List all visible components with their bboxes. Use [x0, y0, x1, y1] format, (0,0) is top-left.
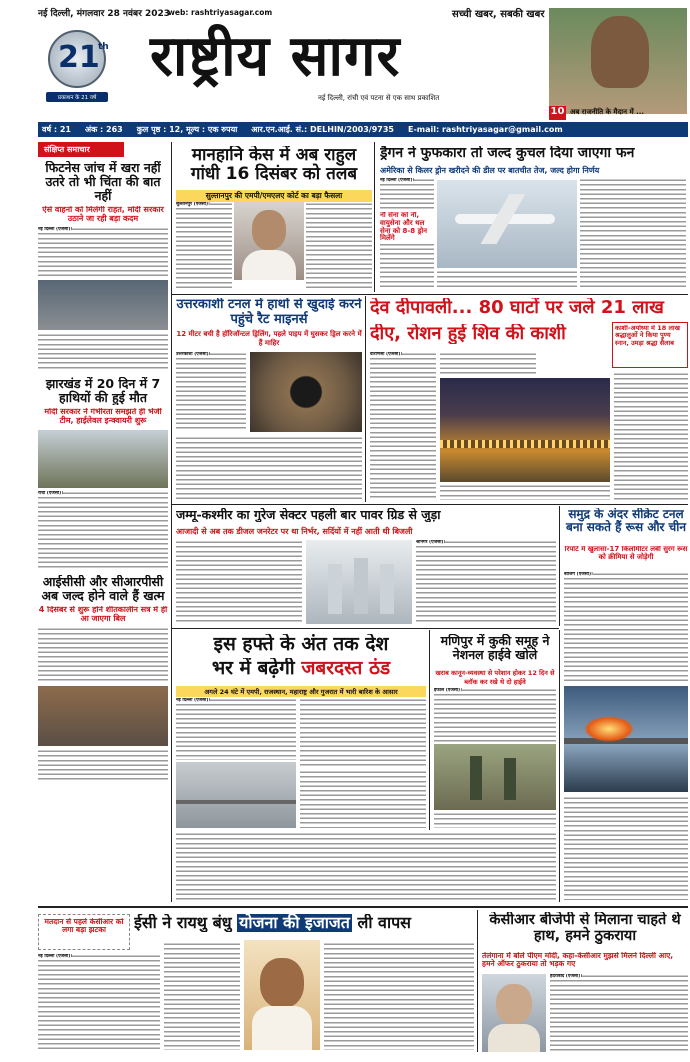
- briefs-label: संक्षिप्त समाचार: [38, 142, 124, 157]
- brief2-subhead: मोदी सरकार ने गंभीरता समझते ही भेजी टीम, हाईलेवल इन्क्वायरी शुरू: [44, 407, 162, 425]
- briefs-column: [38, 142, 168, 902]
- brief1-photo: [38, 280, 168, 330]
- rahul-text-a: सुल्तानपुर (एजेंसी)।: [176, 202, 232, 288]
- date-line: नई दिल्ली, मंगलवार 28 नवंबर 2023: [38, 9, 171, 19]
- tunnel-headline: उत्तरकाशी टनल में हाथों से खुदाई करने पहुंचे रैट माइनर्स: [176, 298, 362, 327]
- anniversary-text: प्रकाशन के 21 वर्ष: [46, 92, 108, 102]
- drone-side-head: नौ सेना को नौ, वायुसेना और थल सेना को 8-8 ड्रोन मिलेंगे: [380, 212, 434, 243]
- brief2-text: रांची (एजेंसी)।: [38, 491, 168, 569]
- raythu-headline-1: ईसी ने रायथु बंधु: [134, 914, 238, 932]
- sea-subhead: रिपोर्ट में खुलासा-17 किलोमीटर लंबी सुरंग रूस को क्रीमिया से जोड़ेगी: [564, 546, 688, 561]
- info-email[interactable]: E-mail: rashtriyasagar@gmail.com: [408, 125, 563, 134]
- brief1-subhead: ऐसे वाहनों को मिलेगी राहत, मोदी सरकार उठाने जा रही बड़ा कदम: [42, 206, 164, 223]
- dev-headline-2: दीए, रोशन हुई शिव की काशी: [370, 324, 566, 344]
- sea-text-a: बीजिंग (एजेंसी)।: [564, 572, 688, 682]
- tunnel-subhead: 12 मीटर बची है हॉरिजॉन्टल ड्रिलिंग, पहले पाइप में घुसकर ड्रिल करने में हैं माहिर: [176, 330, 362, 347]
- brief1-text: नई दिल्ली (एजेंसी)।: [38, 227, 168, 277]
- sea-headline: समुद्र के अंदर सीक्रेट टनल बना सकते हैं रूस और चीन: [565, 508, 687, 535]
- rahul-text-b: [306, 202, 372, 288]
- cold-text-a: नई दिल्ली (एजेंसी)।: [176, 698, 296, 760]
- info-bar: [38, 122, 688, 137]
- bottom-mid-text: [176, 832, 556, 902]
- drone-photo: [437, 180, 577, 268]
- dev-side-box: [612, 322, 688, 368]
- brief2-photo: [38, 430, 168, 488]
- kashmir-subhead: आजादी से अब तक डीजल जनरेटर पर था निर्भर, सर्दियों में नहीं आती थी बिजली: [176, 527, 413, 536]
- newspaper-name: राष्ट्रीय सागर: [150, 23, 401, 89]
- manipur-text-a: इंफाल (एजेंसी)।: [434, 688, 556, 742]
- info-pages: कुल पृष्ठ : 12, मूल्य : एक रुपया: [136, 125, 238, 134]
- tunnel-photo: [250, 352, 362, 432]
- kashmir-headline: जम्मू-कश्मीर का गुरेज सेक्टर पहली बार पावर ग्रिड से जुड़ा: [176, 508, 441, 522]
- kashmir-text-a: [176, 540, 302, 624]
- tunnel-text-a: उत्तरकाशी (एजेंसी)।: [176, 352, 246, 432]
- brief3-photo: [38, 686, 168, 746]
- manipur-photo: [434, 744, 556, 810]
- drone-subhead: अमेरिका से किलर ड्रोन खरीदने की डील पर बातचीत तेज, जल्द होगा निर्णय: [380, 166, 600, 175]
- info-varsh: वर्ष : 21: [42, 125, 71, 134]
- modi-photo: [482, 974, 546, 1052]
- kashmir-text-b: श्रीनगर (एजेंसी)।: [416, 540, 556, 624]
- promo-text: अब राजनीति के मैदान में ...: [570, 108, 645, 116]
- dev-side-text: काशी-अयोध्या में 18 लाख श्रद्धालुओं ने किया पुण्य स्नान, उमड़ा श्रद्धा सैलाब: [615, 325, 680, 347]
- brief3-text: [38, 627, 168, 683]
- cold-headline-2a: भर में बढ़ेगी: [211, 658, 302, 679]
- rahul-subhead: सुल्तानपुर की एमपी/एमएलए कोर्ट का बड़ा फैसला: [176, 190, 372, 202]
- cold-subhead: अगले 24 घंटे में एमपी, राजस्थान, महाराष्ट्र और गुजरात में भारी बारिश के आसार: [176, 686, 426, 697]
- raythu-headline: [134, 914, 474, 932]
- manipur-subhead: खराब कानून-व्यवस्था से परेशान होकर 12 दिन से ब्लॉक कर रखे थे दो हाईवे: [435, 669, 555, 686]
- cold-headline-2b: जबरदस्त ठंड: [301, 658, 391, 679]
- brief2-headline: झारखंड में 20 दिन में 7 हाथियों की हुई मौत: [45, 376, 161, 405]
- info-reg: आर.एन.आई. सं.: DELHIN/2003/9735: [251, 125, 394, 134]
- kcr-kicker-text: मतदान से पहले केसीआर को लगा बड़ा झटका: [44, 918, 124, 935]
- drone-text-c: [580, 178, 686, 288]
- dev-headline-1: देव दीपावली... 80 घाटों पर जले 21 लाख: [370, 298, 664, 318]
- cold-text-c: [300, 770, 426, 828]
- dev-photo: [440, 378, 610, 482]
- kcr-bjp-subhead: तेलंगाना में बोले पीएम मोदी, कहा-केसीआर मुझसे मिलने दिल्ली आए, हमने ऑफर ठुकराया तो भड़क गए: [482, 952, 674, 969]
- dev-text-a: वाराणसी (एजेंसी)।: [370, 352, 436, 500]
- cold-headline-2: [176, 658, 426, 679]
- raythu-text-b: [164, 942, 240, 1050]
- anniversary-number: 21: [58, 40, 100, 75]
- kcr-bjp-headline: केसीआर बीजेपी से मिलाना चाहते थे हाथ, हमने ठुकराया: [489, 912, 681, 945]
- website[interactable]: web: rashtriyasagar.com: [168, 8, 273, 17]
- drone-text-a: नई दिल्ली (एजेंसी)।: [380, 178, 434, 288]
- drone-text-b: [437, 270, 577, 288]
- kcr-photo: [244, 940, 320, 1050]
- raythu-text-a: नई दिल्ली (एजेंसी)।: [38, 954, 160, 1050]
- brief1-headline: फिटनेस जांच में खरा नहीं उतरे तो भी चिंता की बात नहीं: [45, 161, 161, 203]
- kcr-bjp-text: हैदराबाद (एजेंसी)।: [550, 974, 688, 1052]
- kcr-kicker: [38, 914, 130, 950]
- promo-number: 10: [549, 106, 566, 120]
- raythu-headline-3: ली वापस: [351, 914, 411, 932]
- dev-text-d: [614, 372, 688, 500]
- cold-headline-1: इस हफ्ते के अंत तक देश: [213, 634, 389, 655]
- publish-line: नई दिल्ली, रांची एवं पटना से एक साथ प्रकाशित: [318, 94, 440, 102]
- brief3-subhead: 4 दिसंबर से शुरू होने शीतकालीन सत्र में ही आ जाएगा बिल: [38, 605, 168, 623]
- promo-photo: [549, 8, 687, 114]
- dev-text-b: [440, 352, 536, 376]
- manipur-text-b: [434, 812, 556, 828]
- cold-photo: [176, 762, 296, 828]
- drone-headline: ड्रैगन ने फुफकारा तो जल्द कुचल दिया जाएगा फन: [380, 146, 635, 161]
- sea-text-b: [564, 796, 688, 900]
- tagline: सच्ची खबर, सबकी खबर: [452, 9, 545, 20]
- info-ank: अंक : 263: [84, 125, 123, 134]
- anniversary-sup: th: [98, 42, 109, 52]
- rahul-headline: मानहानि केस में अब राहुल गांधी 16 दिसंबर को तलब: [190, 146, 358, 185]
- manipur-headline: मणिपुर में कुकी समूह ने नेशनल हाईवे खोले: [440, 634, 550, 662]
- brief3-headline: आईसीसी और सीआरपीसी अब जल्द होने वाले हैं खत्म: [41, 574, 165, 603]
- dev-text-c: [440, 484, 610, 500]
- raythu-text-c: [324, 942, 474, 1050]
- anniversary-badge: [44, 22, 110, 104]
- raythu-headline-2: योजना की इजाजत: [239, 914, 350, 932]
- rahul-photo: [234, 202, 304, 280]
- cold-text-b: [300, 698, 426, 768]
- tunnel-text-b: [176, 436, 362, 500]
- kashmir-photo: [306, 540, 412, 624]
- sea-photo: [564, 686, 688, 792]
